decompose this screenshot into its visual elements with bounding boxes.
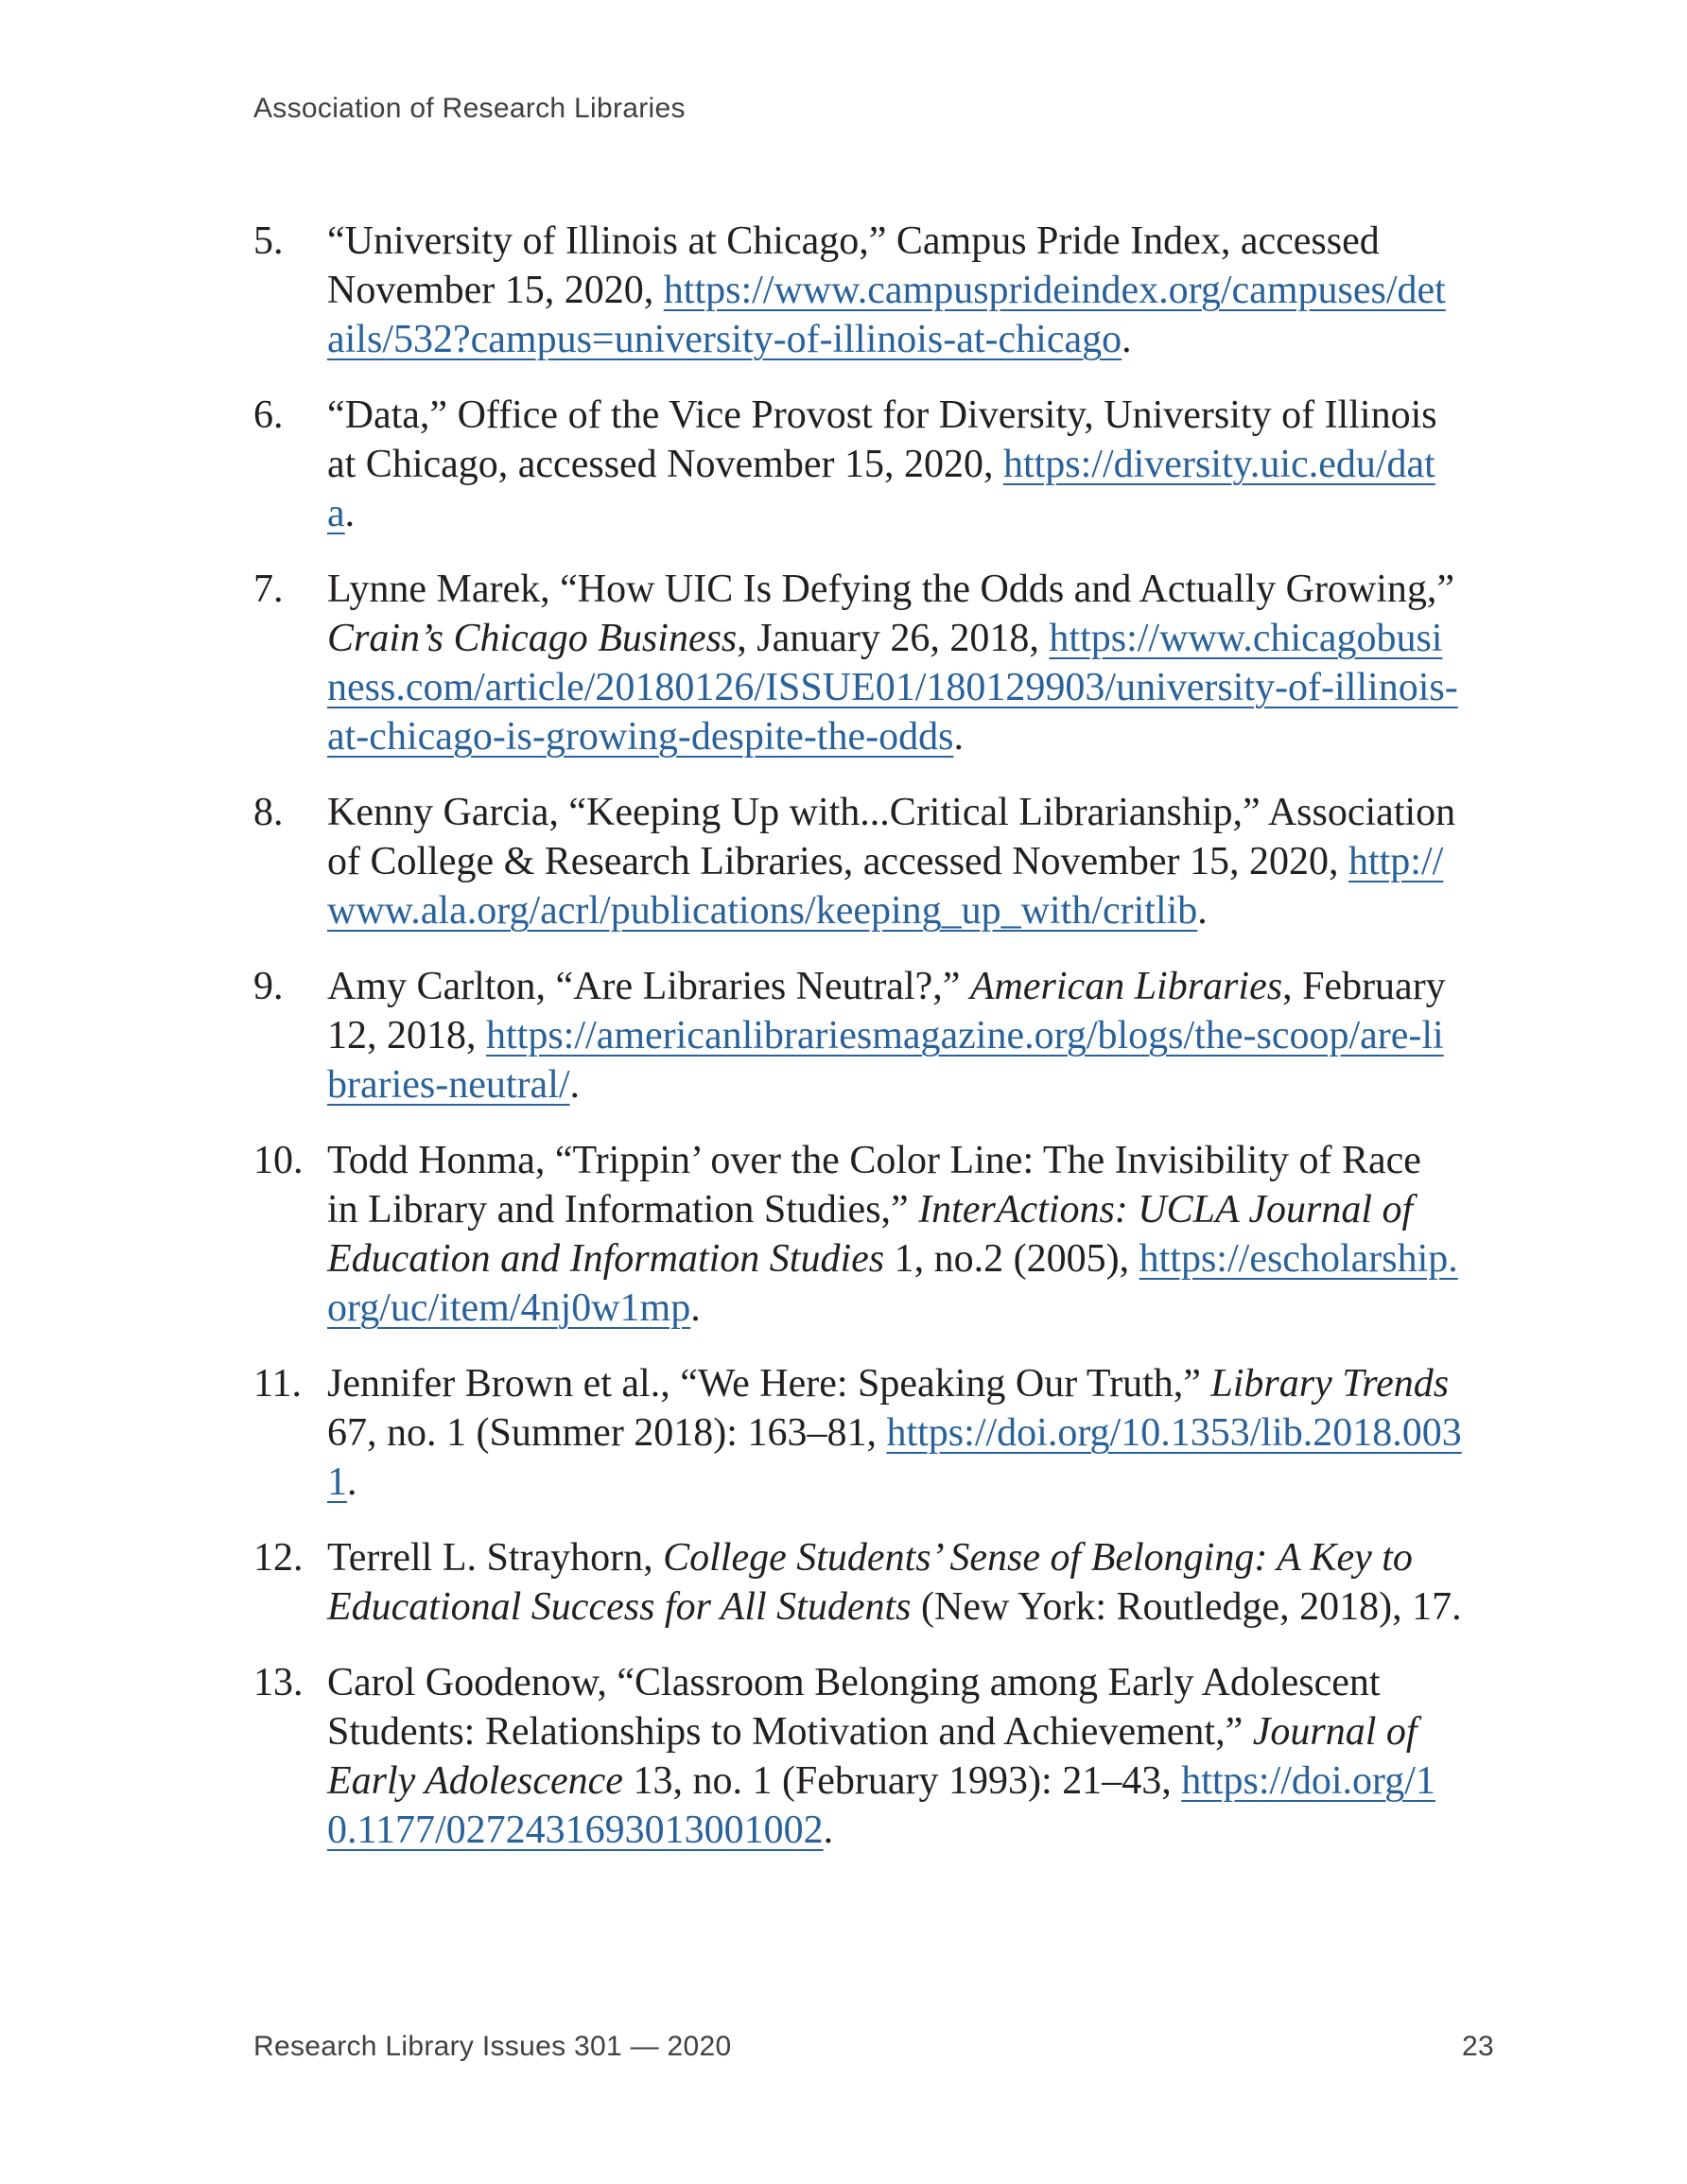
citation-text — [327, 1658, 1462, 1855]
citation-work-title: Crain’s Chicago Business — [327, 617, 738, 660]
citation-text-segment: 13, no. 1 (February 1993): 21–43, — [622, 1759, 1182, 1803]
citation-url-link[interactable]: https://doi.org/10.1353/lib.2018.0031 — [327, 1411, 1462, 1504]
citation-text-segment: Jennifer Brown et al., “We Here: Speaking Our Truth,” — [327, 1362, 1211, 1406]
citation-item — [253, 962, 1464, 1109]
citation-number: 10. — [253, 1139, 304, 1182]
citation-url-link[interactable]: http://www.ala.org/acrl/publications/keeping_up_with/critlib — [327, 840, 1444, 933]
citation-text — [327, 1136, 1462, 1333]
citation-work-title: Journal of Early Adolescence — [327, 1710, 1417, 1803]
citation-text-segment: . — [823, 1808, 834, 1852]
citation-work-title: InterActions: UCLA Journal of Education and Information Studies — [327, 1188, 1414, 1281]
citation-number: 7. — [253, 568, 284, 611]
citation-text — [327, 217, 1462, 364]
citation-text-segment: . — [1122, 318, 1132, 361]
citation-url-link[interactable]: https://doi.org/10.1177/0272431693013001002 — [327, 1759, 1435, 1852]
citation-text — [327, 788, 1462, 935]
citation-text-segment: . — [344, 492, 356, 535]
citation-text-segment: 67, no. 1 (Summer 2018): 163–81, — [327, 1411, 887, 1455]
citation-url-link[interactable]: https://www.campusprideindex.org/campuses/details/532?campus=university-of-illinois-at-chicago — [327, 269, 1446, 361]
citation-item — [253, 1658, 1464, 1855]
page-number: 23 — [1462, 2031, 1494, 2062]
citation-number: 13. — [253, 1661, 304, 1704]
citation-url-link[interactable]: https://www.chicagobusiness.com/article/20180126/ISSUE01/180129903/university-of-illinois-at-chicago-is-growing-despite-the-odds — [327, 617, 1458, 759]
citation-number: 5. — [253, 219, 284, 263]
citation-text-segment: , February 12, 2018, — [327, 965, 1446, 1057]
citation-text-segment: Terrell L. Strayhorn, — [327, 1536, 664, 1580]
citation-work-title: American Libraries — [969, 965, 1283, 1008]
citation-text — [327, 565, 1462, 761]
citation-text-segment: . — [347, 1460, 357, 1504]
running-header: Association of Research Libraries — [253, 93, 686, 124]
citation-text-segment: Amy Carlton, “Are Libraries Neutral?,” — [327, 965, 970, 1008]
citation-number: 12. — [253, 1536, 304, 1580]
citation-text-segment: . — [690, 1286, 701, 1330]
citation-item — [253, 788, 1464, 935]
citation-text-segment: 1, no.2 (2005), — [884, 1237, 1139, 1281]
citation-text-segment: . — [953, 715, 964, 759]
citation-number: 9. — [253, 965, 284, 1008]
citation-text-segment: Carol Goodenow, “Classroom Belonging among Early Adolescent Students: Relationships to Motivation and Achievement,” — [327, 1661, 1381, 1754]
citation-work-title: College Students’ Sense of Belonging: A Key to Educational Success for All Students — [327, 1536, 1413, 1629]
citation-text-segment: Todd Honma, “Trippin’ over the Color Line: The Invisibility of Race in Library and Information Studies,” — [327, 1139, 1421, 1232]
citation-list — [253, 217, 1464, 1881]
citation-item — [253, 391, 1464, 538]
citation-text-segment: Lynne Marek, “How UIC Is Defying the Odds and Actually Growing,” — [327, 568, 1455, 611]
citation-url-link[interactable]: https://americanlibrariesmagazine.org/blogs/the-scoop/are-libraries-neutral/ — [327, 1014, 1444, 1107]
citation-number: 6. — [253, 393, 284, 437]
citation-url-link[interactable]: https://diversity.uic.edu/data — [327, 443, 1435, 535]
citation-text-segment: . — [569, 1063, 581, 1107]
citation-url-link[interactable]: https://escholarship.org/uc/item/4nj0w1mp — [327, 1237, 1458, 1330]
citation-item — [253, 1136, 1464, 1333]
citation-work-title: Library Trends — [1210, 1362, 1450, 1406]
citation-number: 8. — [253, 791, 284, 834]
citation-number: 11. — [253, 1362, 302, 1406]
citation-text-segment: Kenny Garcia, “Keeping Up with...Critical Librarianship,” Association of College & Research Libraries, accessed November 15, 2020, — [327, 791, 1456, 883]
citation-text — [327, 1533, 1462, 1632]
citation-text — [327, 391, 1462, 538]
citation-text-segment: (New York: Routledge, 2018), 17. — [911, 1585, 1462, 1629]
citation-text-segment: “Data,” Office of the Vice Provost for Diversity, University of Illinois at Chicago, accessed November 15, 2020, — [327, 393, 1437, 486]
citation-text-segment: “University of Illinois at Chicago,” Campus Pride Index, accessed November 15, 2020, — [327, 219, 1380, 312]
footer-journal-title: Research Library Issues 301 — 2020 — [253, 2031, 732, 2062]
citation-text-segment: . — [1197, 889, 1208, 933]
page-footer — [253, 2030, 1494, 2064]
citation-item — [253, 1533, 1464, 1632]
citation-item — [253, 217, 1464, 364]
citation-item — [253, 565, 1464, 761]
citation-text — [327, 1359, 1462, 1507]
citation-item — [253, 1359, 1464, 1507]
citation-text — [327, 962, 1462, 1109]
citation-text-segment: , January 26, 2018, — [737, 617, 1050, 660]
